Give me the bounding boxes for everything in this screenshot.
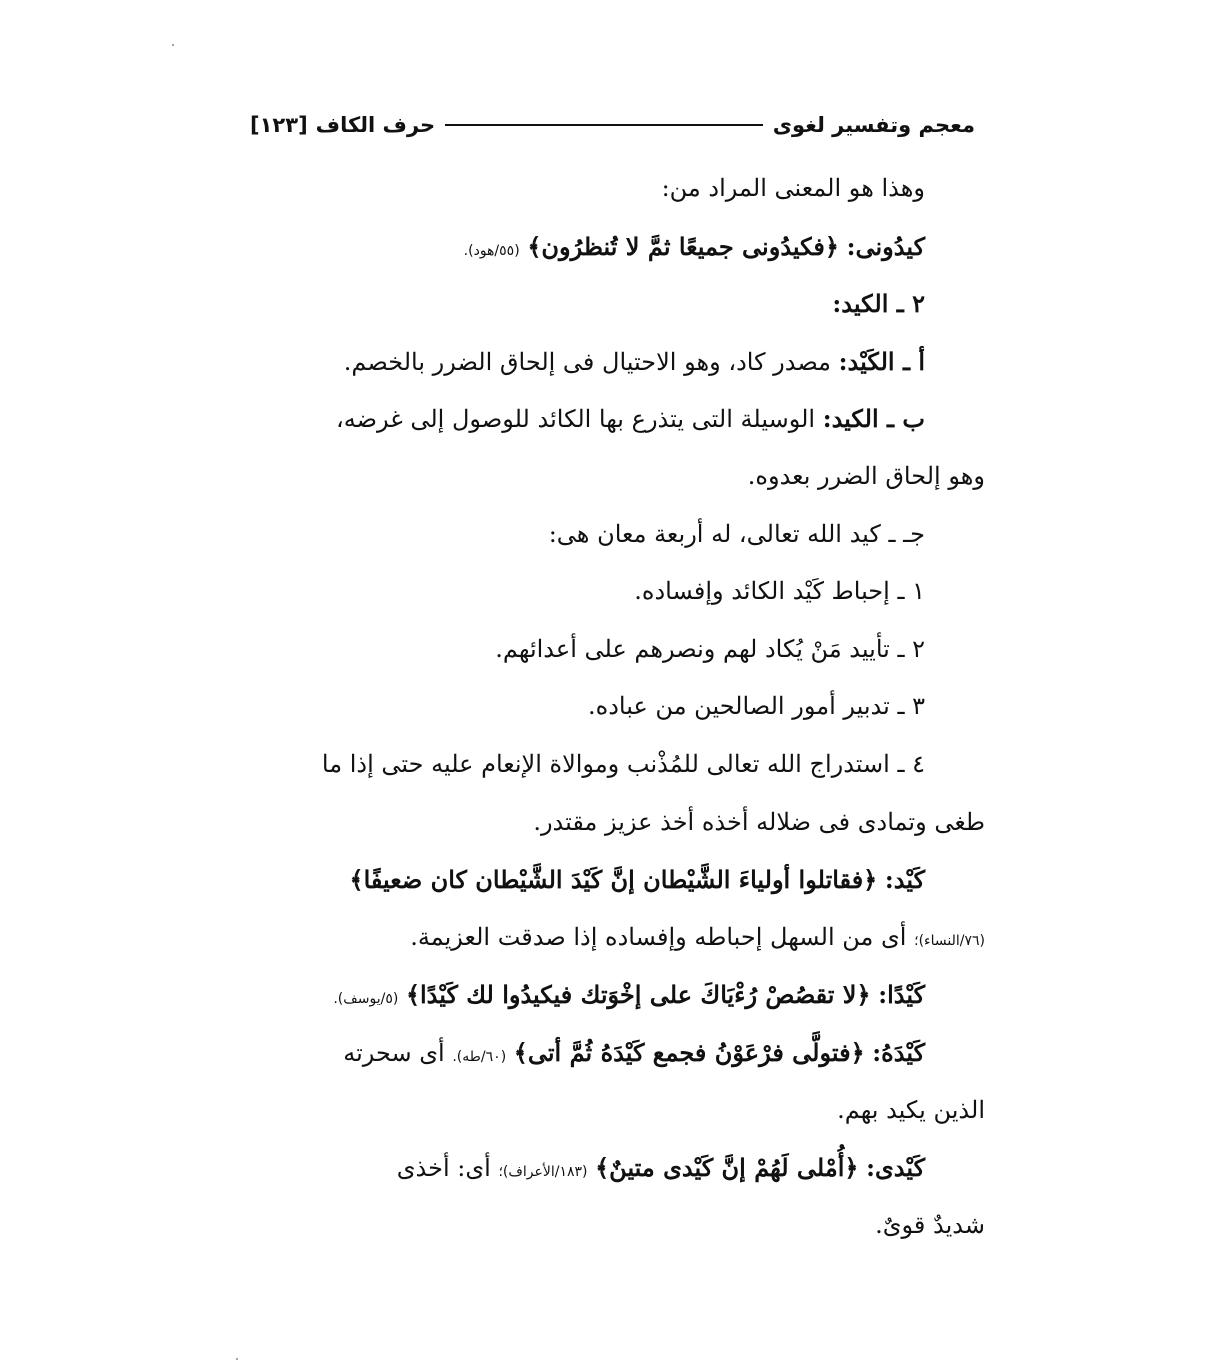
entry-term: كَيْدَهُ: — [872, 1037, 925, 1067]
line-text: ١ ـ إحباط كَيْد الكائد وإفساده. — [634, 577, 925, 606]
entry-term: كيدُونى: — [846, 231, 925, 261]
header-rule — [445, 124, 763, 126]
entry-term: ب ـ الكيد: — [822, 404, 925, 434]
running-header — [250, 108, 975, 142]
text-line-16 — [250, 1024, 985, 1082]
entry-term: كَيْدى: — [866, 1153, 925, 1183]
quran-verse: ﴿أُمْلى لَهُمْ إنَّ كَيْدى متينٌ﴾ — [595, 1153, 859, 1183]
quran-verse: ﴿فتولَّى فرْعَوْنُ فجمع كَيْدَهُ ثُمَّ أتى﴾ — [513, 1037, 865, 1067]
scan-speck — [236, 1358, 238, 1360]
line-text: الذين يكيد بهم. — [837, 1095, 985, 1124]
quran-verse: ﴿فقاتلوا أولياءَ الشَّيْطان إنَّ كَيْدَ الشَّيْطان كان ضعيفًا﴾ — [349, 865, 878, 895]
verse-reference: (٥/يوسف). — [333, 991, 399, 1008]
text-line-14 — [250, 909, 985, 967]
header-chapter: حرف الكاف — [315, 113, 436, 137]
header-book-title: معجم وتفسير لغوى — [772, 113, 975, 137]
line-text: مصدر كاد، وهو الاحتيال فى إلحاق الضرر بالخصم. — [343, 347, 832, 376]
text-line-5 — [250, 390, 985, 448]
line-text: شديدٌ قوىٌ. — [875, 1210, 985, 1239]
section-heading: ٢ ـ الكيد: — [832, 289, 925, 319]
header-page-number: [١٢٣] — [250, 113, 308, 137]
entry-term: أ ـ الكَيْد: — [838, 346, 925, 376]
verse-reference: (٦٠/طه). — [452, 1048, 507, 1065]
text-line-3 — [250, 275, 985, 333]
line-text: جـ ـ كيد الله تعالى، له أربعة معان هى: — [548, 519, 925, 548]
verse-reference: (٥٥/هود). — [463, 242, 520, 259]
line-text: وهذا هو المعنى المراد من: — [661, 174, 925, 202]
line-text: ٢ ـ تأييد مَنْ يُكاد لهم ونصرهم على أعدائهم. — [495, 634, 925, 663]
text-line-10 — [250, 678, 985, 736]
line-text: طغى وتمادى فى ضلاله أخذه أخذ عزيز مقتدر. — [533, 807, 985, 836]
line-text: وهو إلحاق الضرر بعدوه. — [747, 461, 985, 490]
quran-verse: ﴿فكيدُونى جميعًا ثمَّ لا تُنظرُون﴾ — [527, 231, 839, 261]
text-line-12 — [250, 794, 985, 852]
line-text: الوسيلة التى يتذرع بها الكائد للوصول إلى غرضه، — [335, 405, 816, 434]
line-text: أى سحرته — [343, 1038, 445, 1067]
entry-term: كَيْدًا: — [878, 980, 925, 1010]
text-line-1 — [250, 160, 985, 218]
text-line-19 — [250, 1197, 985, 1255]
verse-reference: (٧٦/النساء)؛ — [914, 932, 985, 949]
line-text: أى من السهل إحباطه وإفساده إذا صدقت العزيمة. — [410, 922, 907, 951]
text-line-8 — [250, 563, 985, 621]
line-text: ٤ ـ استدراج الله تعالى للمُذْنب وموالاة الإنعام عليه حتى إذا ما — [321, 749, 925, 778]
text-line-18 — [250, 1139, 985, 1197]
text-line-9 — [250, 621, 985, 679]
text-line-2 — [250, 218, 985, 276]
text-line-6 — [250, 448, 985, 506]
entry-term: كَيْد: — [884, 865, 925, 895]
text-line-11 — [250, 736, 985, 794]
text-line-17 — [250, 1082, 985, 1140]
text-line-4 — [250, 333, 985, 391]
page-body — [250, 160, 985, 1254]
verse-reference: (١٨٣/الأعراف)؛ — [498, 1164, 588, 1181]
text-line-7 — [250, 506, 985, 564]
quran-verse: ﴿لا تقصُصْ رُءْيَاكَ على إخْوَتك فيكيدُوا لك كَيْدًا﴾ — [405, 980, 871, 1010]
scan-speck — [172, 44, 174, 46]
text-line-13 — [250, 851, 985, 909]
line-text: أى: أخذى — [396, 1154, 491, 1183]
text-line-15 — [250, 966, 985, 1024]
line-text: ٣ ـ تدبير أمور الصالحين من عباده. — [588, 692, 925, 721]
